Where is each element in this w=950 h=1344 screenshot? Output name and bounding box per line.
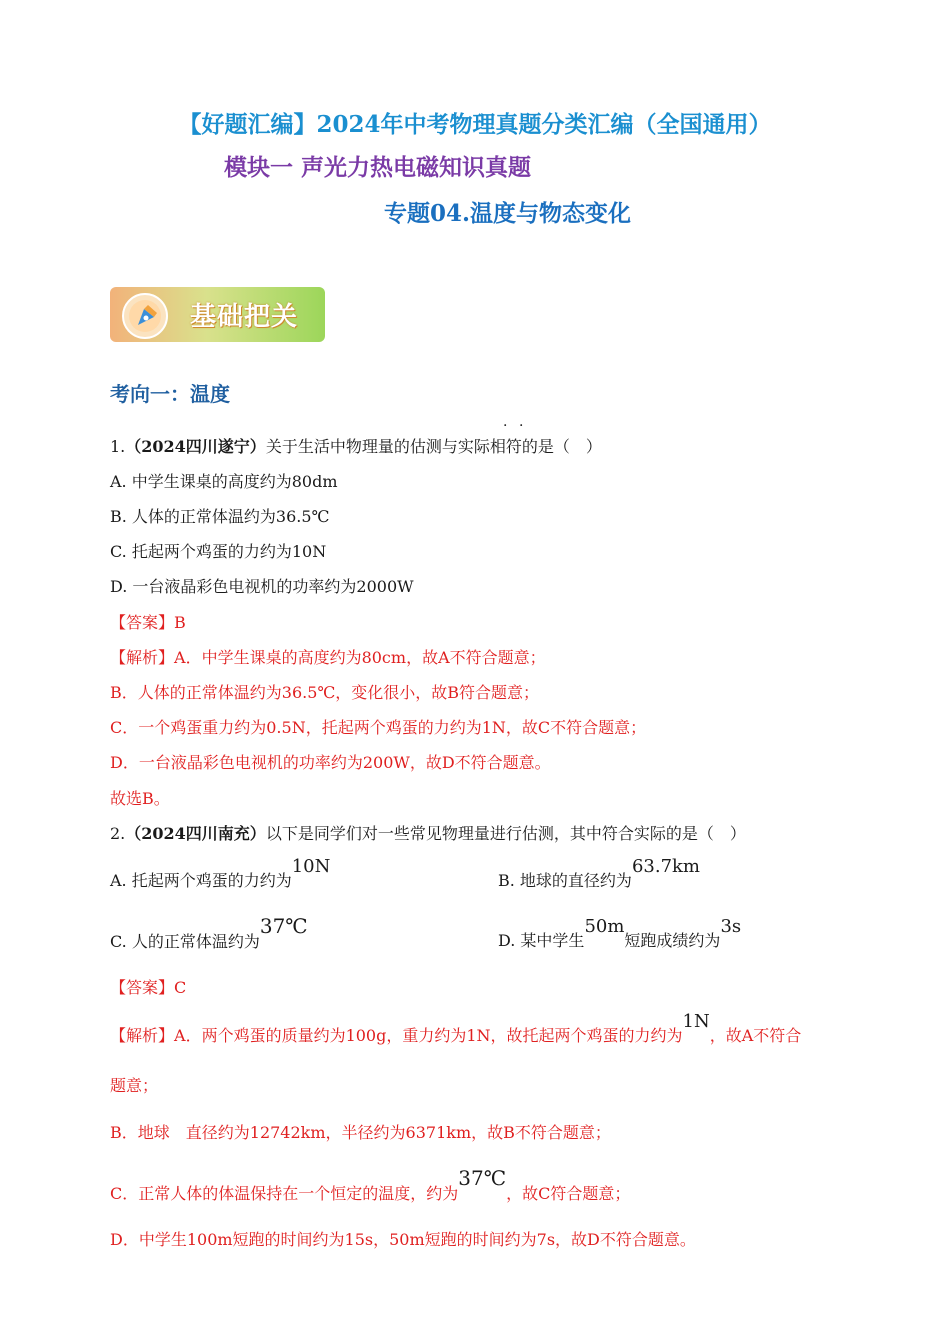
conclusion-line: 故选B。 [110,789,170,808]
question-2-stem [110,821,746,844]
answer-tag: 【答案】 [110,613,175,632]
question-number: 1. [110,437,126,456]
analysis-line: D．中学生100m短跑的时间约为15s，50m短跑的时间约为7s，故D不符合题意。 [110,1230,696,1249]
analysis-line: D．一台液晶彩色电视机的功率约为200W，故D不符合题意。 [110,753,551,772]
emphasis-dot: · [519,418,524,434]
analysis-text: C．正常人体的体温保持在一个恒定的温度，约为 [110,1184,459,1203]
option-text: C. 人的正常体温约为 [110,932,260,951]
answer-value: C [174,978,187,997]
section-heading: 考向一：温度 [110,382,230,406]
option-c: C. 托起两个鸡蛋的力约为10N [110,542,327,561]
analysis-line: 题意； [110,1076,159,1095]
option-text: 短跑成绩约为 [624,931,721,950]
answer-line [110,975,186,998]
analysis-value: 37℃ [458,1166,507,1190]
option-d [498,916,742,951]
analysis-line: B．地球 直径约为12742km，半径约为6371km，故B不符合题意； [110,1123,611,1142]
question-number: 2. [110,824,126,843]
analysis-line: B．人体的正常体温约为36.5℃，变化很小，故B符合题意； [110,683,540,702]
analysis-tag: 【解析】 [110,1026,175,1045]
question-text: 以下是同学们对一些常见物理量进行估测，其中符合实际的是（ ） [265,824,746,843]
answer-tag: 【答案】 [110,978,175,997]
option-c [110,914,308,952]
option-value: 3s [720,916,742,937]
option-b: B. 人体的正常体温约为36.5℃ [110,507,330,526]
option-text: B. 地球的直径约为 [498,871,632,890]
option-value: 37℃ [259,914,308,938]
question-source: （2024四川遂宁） [125,437,266,456]
question-source: （2024四川南充） [125,824,266,843]
answer-value: B [174,613,186,632]
analysis-value: 1N [682,1011,710,1032]
document-title: 【好题汇编】2024年中考物理真题分类汇编（全国通用） [178,111,772,138]
analysis-line [110,645,546,668]
question-text: 关于生活中物理量的估测与实际相符的是（ ） [265,437,602,456]
option-b [498,856,700,891]
analysis-text: ，故A不符合 [709,1026,802,1045]
analysis-line [110,1011,802,1046]
pen-icon [122,293,168,339]
question-1-stem [110,434,602,457]
answer-line [110,610,186,633]
option-d: D. 一台液晶彩色电视机的功率约为2000W [110,577,414,596]
option-text: D. 某中学生 [498,931,585,950]
module-title: 模块一 声光力热电磁知识真题 [224,154,532,181]
analysis-text: ，故C符合题意； [506,1184,631,1203]
analysis-tag: 【解析】 [110,648,175,667]
badge-label: 基础把关 [190,302,299,332]
option-text: A. 托起两个鸡蛋的力约为 [110,871,292,890]
option-a: A. 中学生课桌的高度约为80dm [110,472,338,491]
option-value: 10N [291,856,331,877]
analysis-line: C．一个鸡蛋重力约为0.5N，托起两个鸡蛋的力约为1N，故C不符合题意； [110,718,647,737]
emphasis-dot: · [503,418,508,434]
option-a [110,856,331,891]
option-value: 50m [584,916,625,937]
analysis-text: A．中学生课桌的高度约为80cm，故A不符合题意； [174,648,546,667]
option-value: 63.7km [631,856,700,877]
analysis-text: A．两个鸡蛋的质量约为100g，重力约为1N，故托起两个鸡蛋的力约为 [174,1026,683,1045]
section-badge [110,287,325,342]
topic-title: 专题04.温度与物态变化 [384,200,632,227]
analysis-line [110,1166,631,1204]
